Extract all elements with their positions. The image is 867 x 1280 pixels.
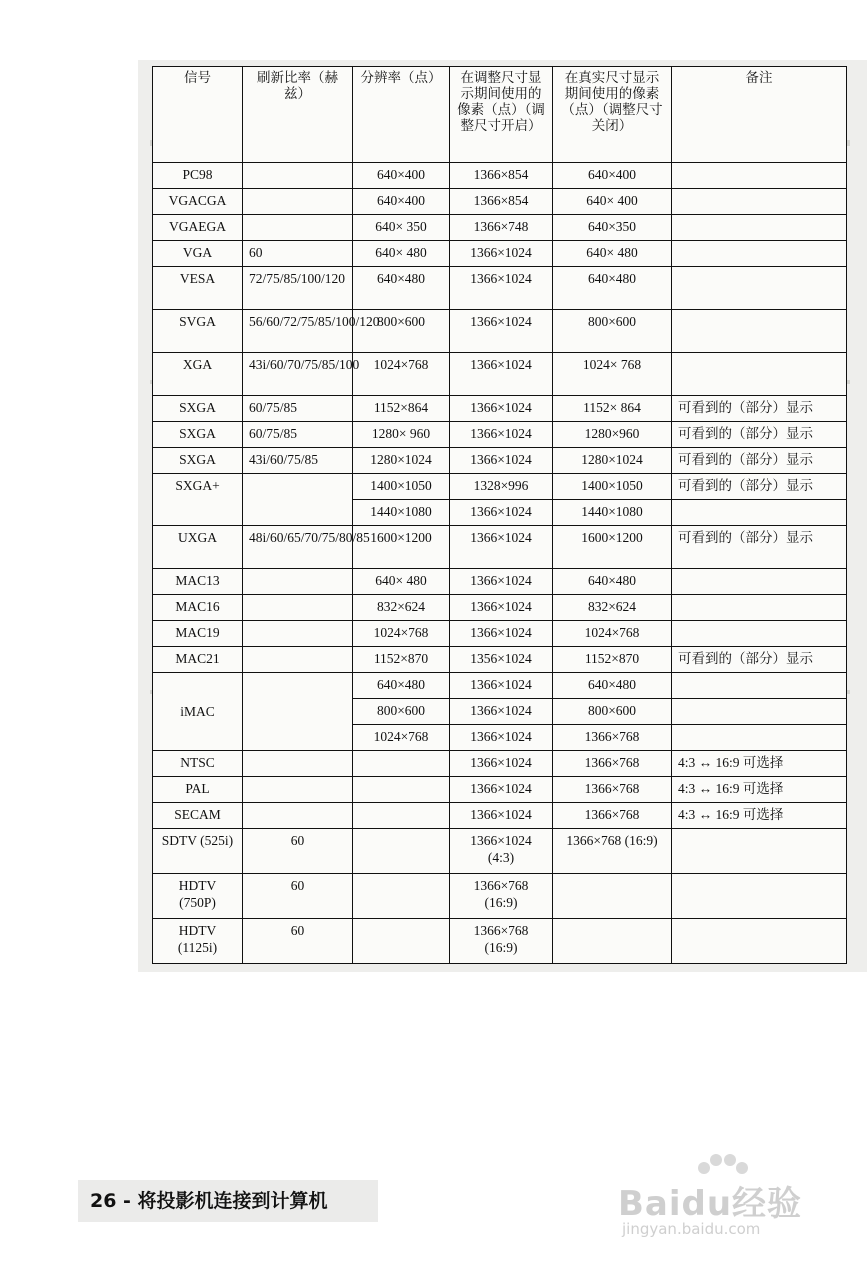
cell-resize: 1366×1024	[450, 751, 553, 777]
cell-resize: 1366×1024	[450, 569, 553, 595]
header-resolution: 分辨率（点）	[353, 67, 450, 163]
cell-rate	[243, 751, 353, 777]
table-row	[153, 163, 847, 189]
cell-rate: 60	[243, 241, 353, 267]
cell-real: 640×480	[553, 673, 672, 699]
cell-resolution: 1024×768	[353, 621, 450, 647]
cell-rate	[243, 569, 353, 595]
cell-resolution	[353, 874, 450, 919]
cell-signal: SXGA	[153, 448, 243, 474]
cell-note	[672, 673, 847, 699]
cell-real	[553, 919, 672, 964]
cell-rate	[243, 673, 353, 751]
table-row	[153, 595, 847, 621]
cell-resize: 1356×1024	[450, 647, 553, 673]
cell-signal: HDTV (1125i)	[153, 919, 243, 964]
table-row	[153, 396, 847, 422]
cell-signal: XGA	[153, 353, 243, 396]
cell-resolution: 1280× 960	[353, 422, 450, 448]
cell-resolution	[353, 777, 450, 803]
cell-real: 1366×768	[553, 751, 672, 777]
cell-resolution: 832×624	[353, 595, 450, 621]
cell-resolution: 1152×864	[353, 396, 450, 422]
cell-resize: 1366×1024	[450, 310, 553, 353]
table-row	[153, 215, 847, 241]
cell-real: 800×600	[553, 699, 672, 725]
cell-resize: 1366×1024	[450, 526, 553, 569]
cell-resolution: 640×480	[353, 267, 450, 310]
cell-signal: VGA	[153, 241, 243, 267]
cell-note	[672, 241, 847, 267]
cell-rate: 60/75/85	[243, 396, 353, 422]
cell-real: 1440×1080	[553, 500, 672, 526]
cell-real: 640× 480	[553, 241, 672, 267]
cell-resolution: 640×480	[353, 673, 450, 699]
cell-resize: 1366×1024	[450, 777, 553, 803]
cell-real	[553, 874, 672, 919]
cell-resolution	[353, 919, 450, 964]
cell-note	[672, 919, 847, 964]
watermark-url: jingyan.baidu.com	[622, 1220, 761, 1238]
cell-resize: 1366×1024	[450, 422, 553, 448]
cell-note	[672, 699, 847, 725]
cell-note	[672, 353, 847, 396]
cell-real: 1280×1024	[553, 448, 672, 474]
cell-real: 1024×768	[553, 621, 672, 647]
cell-rate: 72/75/85/100/120	[243, 267, 353, 310]
cell-rate	[243, 595, 353, 621]
cell-resolution	[353, 751, 450, 777]
cell-note	[672, 621, 847, 647]
cell-signal: UXGA	[153, 526, 243, 569]
header-refresh-rate: 刷新比率（赫兹）	[243, 67, 353, 163]
cell-resize: 1366×1024	[450, 673, 553, 699]
cell-resize: 1366×748	[450, 215, 553, 241]
cell-resize: 1366×1024	[450, 621, 553, 647]
cell-rate	[243, 215, 353, 241]
cell-real: 1024× 768	[553, 353, 672, 396]
cell-real: 640×480	[553, 267, 672, 310]
cell-real: 1366×768 (16:9)	[553, 829, 672, 874]
cell-note	[672, 829, 847, 874]
cell-note: 可看到的（部分）显示	[672, 526, 847, 569]
cell-resolution: 1152×870	[353, 647, 450, 673]
cell-signal: SVGA	[153, 310, 243, 353]
cell-real: 1152×870	[553, 647, 672, 673]
cell-resize: 1366×768 (16:9)	[450, 919, 553, 964]
cell-real: 1366×768	[553, 803, 672, 829]
cell-note	[672, 189, 847, 215]
cell-real: 1152× 864	[553, 396, 672, 422]
table-row	[153, 621, 847, 647]
table-row	[153, 647, 847, 673]
table-row	[153, 448, 847, 474]
cell-note: 可看到的（部分）显示	[672, 396, 847, 422]
cell-real: 640×400	[553, 163, 672, 189]
cell-signal: PC98	[153, 163, 243, 189]
cell-resolution: 1024×768	[353, 725, 450, 751]
cell-resolution: 800×600	[353, 310, 450, 353]
cell-resolution: 1600×1200	[353, 526, 450, 569]
cell-resolution: 800×600	[353, 699, 450, 725]
cell-signal: PAL	[153, 777, 243, 803]
cell-rate: 43i/60/70/75/85/100	[243, 353, 353, 396]
watermark-logo-text: Baidu经验	[618, 1184, 803, 1224]
signal-compatibility-table	[152, 66, 847, 964]
cell-resolution: 1280×1024	[353, 448, 450, 474]
cell-signal: MAC13	[153, 569, 243, 595]
cell-signal: MAC19	[153, 621, 243, 647]
cell-rate	[243, 189, 353, 215]
table-row	[153, 673, 847, 699]
cell-rate: 60	[243, 874, 353, 919]
cell-resize: 1366×1024	[450, 396, 553, 422]
cell-real: 640×350	[553, 215, 672, 241]
cell-note: 可看到的（部分）显示	[672, 474, 847, 500]
cell-note: 4:3 ↔ 16:9 可选择	[672, 751, 847, 777]
cell-resize: 1366×1024	[450, 803, 553, 829]
header-remarks: 备注	[672, 67, 847, 163]
table-row	[153, 919, 847, 964]
cell-note	[672, 725, 847, 751]
cell-rate	[243, 647, 353, 673]
table-row	[153, 829, 847, 874]
cell-signal: VGACGA	[153, 189, 243, 215]
cell-resolution: 640× 350	[353, 215, 450, 241]
table-row	[153, 422, 847, 448]
cell-note: 4:3 ↔ 16:9 可选择	[672, 803, 847, 829]
table-row	[153, 241, 847, 267]
cell-resolution: 640×400	[353, 189, 450, 215]
cell-rate: 48i/60/65/70/75/80/85	[243, 526, 353, 569]
cell-real: 1600×1200	[553, 526, 672, 569]
cell-note	[672, 569, 847, 595]
cell-note	[672, 500, 847, 526]
cell-real: 640× 400	[553, 189, 672, 215]
cell-real: 1366×768	[553, 725, 672, 751]
cell-real: 1400×1050	[553, 474, 672, 500]
table-row	[153, 777, 847, 803]
cell-resolution: 1400×1050	[353, 474, 450, 500]
cell-resolution: 640× 480	[353, 569, 450, 595]
cell-signal: SXGA	[153, 422, 243, 448]
cell-resize: 1366×1024 (4:3)	[450, 829, 553, 874]
cell-rate	[243, 803, 353, 829]
cell-signal: VESA	[153, 267, 243, 310]
cell-resolution	[353, 803, 450, 829]
cell-resolution: 640× 480	[353, 241, 450, 267]
cell-resize: 1366×1024	[450, 267, 553, 310]
table-row	[153, 189, 847, 215]
cell-note	[672, 267, 847, 310]
cell-note	[672, 163, 847, 189]
cell-note	[672, 310, 847, 353]
cell-resize: 1366×1024	[450, 725, 553, 751]
cell-note: 可看到的（部分）显示	[672, 448, 847, 474]
table-row	[153, 874, 847, 919]
cell-signal: SECAM	[153, 803, 243, 829]
cell-resize: 1366×1024	[450, 353, 553, 396]
cell-resolution: 1440×1080	[353, 500, 450, 526]
cell-note: 可看到的（部分）显示	[672, 647, 847, 673]
table-row	[153, 310, 847, 353]
table-row	[153, 569, 847, 595]
cell-rate	[243, 777, 353, 803]
cell-resize: 1366×1024	[450, 595, 553, 621]
cell-rate: 56/60/72/75/85/100/120	[243, 310, 353, 353]
cell-resolution: 640×400	[353, 163, 450, 189]
table-row	[153, 751, 847, 777]
cell-resolution: 1024×768	[353, 353, 450, 396]
cell-rate	[243, 621, 353, 647]
cell-note: 4:3 ↔ 16:9 可选择	[672, 777, 847, 803]
cell-signal: MAC16	[153, 595, 243, 621]
cell-signal: VGAEGA	[153, 215, 243, 241]
table-row	[153, 803, 847, 829]
cell-signal: iMAC	[153, 673, 243, 751]
cell-note: 可看到的（部分）显示	[672, 422, 847, 448]
cell-real: 1280×960	[553, 422, 672, 448]
cell-rate: 60	[243, 919, 353, 964]
cell-rate: 60/75/85	[243, 422, 353, 448]
cell-resize: 1366×854	[450, 189, 553, 215]
cell-real: 1366×768	[553, 777, 672, 803]
cell-signal: SDTV (525i)	[153, 829, 243, 874]
table-row	[153, 267, 847, 310]
cell-note	[672, 595, 847, 621]
cell-note	[672, 215, 847, 241]
cell-rate: 60	[243, 829, 353, 874]
header-real-size-pixels: 在真实尺寸显示期间使用的像素（点）（调整尺寸关闭）	[553, 67, 672, 163]
cell-note	[672, 874, 847, 919]
cell-signal: HDTV (750P)	[153, 874, 243, 919]
header-resize-on-pixels: 在调整尺寸显示期间使用的像素（点）（调整尺寸开启）	[450, 67, 553, 163]
cell-resize: 1366×854	[450, 163, 553, 189]
table-row	[153, 474, 847, 500]
cell-resolution	[353, 829, 450, 874]
cell-rate	[243, 163, 353, 189]
cell-signal: NTSC	[153, 751, 243, 777]
cell-resize: 1366×1024	[450, 699, 553, 725]
baidu-jingyan-watermark	[612, 1150, 852, 1250]
cell-real: 800×600	[553, 310, 672, 353]
cell-resize: 1366×768 (16:9)	[450, 874, 553, 919]
cell-resize: 1366×1024	[450, 448, 553, 474]
cell-real: 832×624	[553, 595, 672, 621]
cell-resize: 1366×1024	[450, 500, 553, 526]
table-row	[153, 353, 847, 396]
cell-signal: MAC21	[153, 647, 243, 673]
cell-signal: SXGA	[153, 396, 243, 422]
cell-rate	[243, 474, 353, 526]
cell-resize: 1366×1024	[450, 241, 553, 267]
table-row	[153, 526, 847, 569]
page-footer-label: 26 - 将投影机连接到计算机	[90, 1190, 328, 1212]
table-header-row	[153, 67, 847, 163]
cell-real: 640×480	[553, 569, 672, 595]
cell-rate: 43i/60/75/85	[243, 448, 353, 474]
cell-signal: SXGA+	[153, 474, 243, 526]
header-signal: 信号	[153, 67, 243, 163]
cell-resize: 1328×996	[450, 474, 553, 500]
